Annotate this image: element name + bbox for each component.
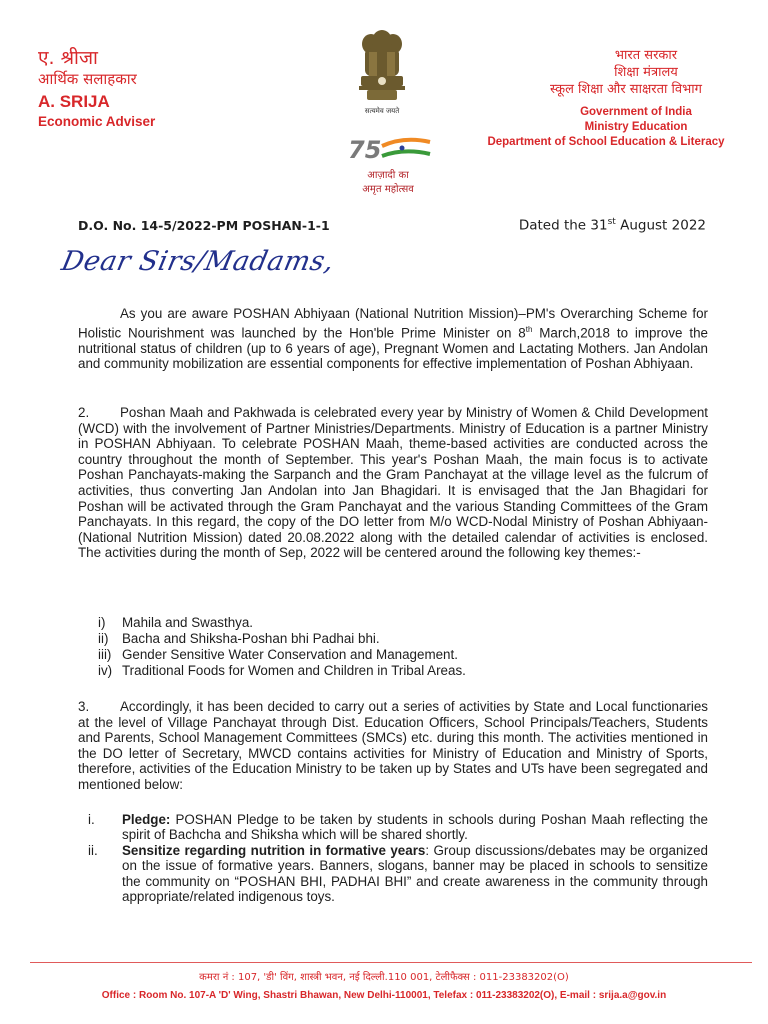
azadi-number: 75 [348,136,382,164]
letter-date: Dated the 31st August 2022 [518,217,706,234]
paragraph-3: 3. Accordingly, it has been decided to carry out a series of activities by State and Local functionaries at the level of Village Panchayat through Dist. Education Officers, School Principals/Teachers, Students and Parents, School Management Committees (SMCs) etc. during this month. The activities mentioned in the DO letter of Secretary, MWCD contains activities for Ministry of Education and Ministry of Sports, therefore, activities of the Education Ministry to be taken up by States and UTs have been segregated and mentioned below: [78,699,708,792]
key-themes-list [98,615,466,679]
sender-name-english: A. SRIJA [38,92,110,112]
ministry-english: Ministry Education [584,120,688,133]
emblem-motto: सत्यमेव जयते [364,107,400,115]
paragraph-number: 3. [78,699,90,714]
azadi-ka-amrit-mahotsav-logo [332,134,444,196]
list-item: iv) Traditional Foods for Women and Children in Tribal Areas. [98,663,466,678]
paragraph-number: 2. [78,405,90,420]
ministry-hindi: शिक्षा मंत्रालय [614,64,678,80]
sender-title-english: Economic Adviser [38,113,156,129]
azadi-75-icon [342,134,434,164]
paragraph-1: As you are aware POSHAN Abhiyaan (National Nutrition Mission)–PM's Overarching Scheme for Holistic Nourishment was launched by the Hon'ble Prime Minister on 8th March,2018 to improve the nutritional status of children (up to 6 years of age), Pregnant Women and Lactating Mothers. Jan Andolan and community mobilization are essential components for effective implementation of Poshan Abhiyaan. [78,306,708,372]
activities-list [88,812,708,904]
list-item: i) Mahila and Swasthya. [98,615,254,630]
azadi-line1: आज़ादी का [367,170,409,181]
list-item: iii) Gender Sensitive Water Conservation and Management. [98,647,458,662]
azadi-line2: अमृत महोत्सव [362,184,414,195]
national-emblem [352,30,412,124]
footer-address-hindi: कमरा नं : 107, 'डी' विंग, शास्त्री भवन, नई दिल्ली.110 001, टेलीफैक्स : 011-23383202(O) [199,972,569,983]
department-english: Department of School Education & Literacy [487,135,725,148]
department-hindi: स्कूल शिक्षा और साक्षरता विभाग [550,81,702,97]
sender-block [38,48,155,129]
list-item: ii) Bacha and Shiksha-Poshan bhi Padhai bhi. [98,631,380,646]
paragraph-2: 2. Poshan Maah and Pakhwada is celebrated every year by Ministry of Women & Child Development (WCD) with the involvement of Partner Ministries/Departments. Ministry of Education is a partner Ministry in POSHAN Abhiyaan. To celebrate POSHAN Maah, theme-based activities are conducted across the country throughout the month of September. This year's Poshan Maah, the main focus is to activate Poshan Panchayats-making the Sarpanch and the Gram Panchayat at the village level as the fulcrum of activities, thus converting Jan Andolan into Jan Bhagidari. It is envisaged that the Jan Bhagidari for Poshan will be activated through the Gram Panchayat and the various Standing Committees of the Gram Panchayats. In this regard, the copy of the DO letter from M/o WCD-Nodal Ministry of Poshan Abhiyaan-(National Nutrition Mission) dated 20.08.2022 along with the detailed calendar of activities is enclosed. The activities during the month of Sep, 2022 will be centered around the following key themes:- [78,405,708,561]
sender-title-hindi: आर्थिक सलाहकार [38,69,137,88]
govt-hindi: भारत सरकार [614,48,678,63]
sender-name-hindi: ए. श्रीजा [38,47,98,69]
list-item: ii. Sensitize regarding nutrition in formative years: Group discussions/debates may be organized on the issue of formative years. Banners, slogans, banner may be placed in schools to sensitize the community on “POSHAN BHI, PADHAI BHI” and create awareness in the community through appropriate/related indigenous toys. [88,842,708,905]
footer-divider [30,962,752,963]
govt-english: Government of India [580,105,692,118]
do-number: D.O. No. 14-5/2022-PM POSHAN-1-1 [78,218,330,233]
department-block [476,48,736,149]
lion-capital-icon [355,30,409,106]
list-item: i. Pledge: POSHAN Pledge to be taken by students in schools during Poshan Maah reflecting the spirit of Bachcha and Shiksha which will be shared shortly. [88,812,708,843]
footer-address-english: Office : Room No. 107-A 'D' Wing, Shastri Bhawan, New Delhi-110001, Telefax : 011-23383202(O), E-mail : srija.a@gov.in [101,990,667,1001]
handwritten-salutation: Dear Sirs/Madams, [58,246,338,277]
